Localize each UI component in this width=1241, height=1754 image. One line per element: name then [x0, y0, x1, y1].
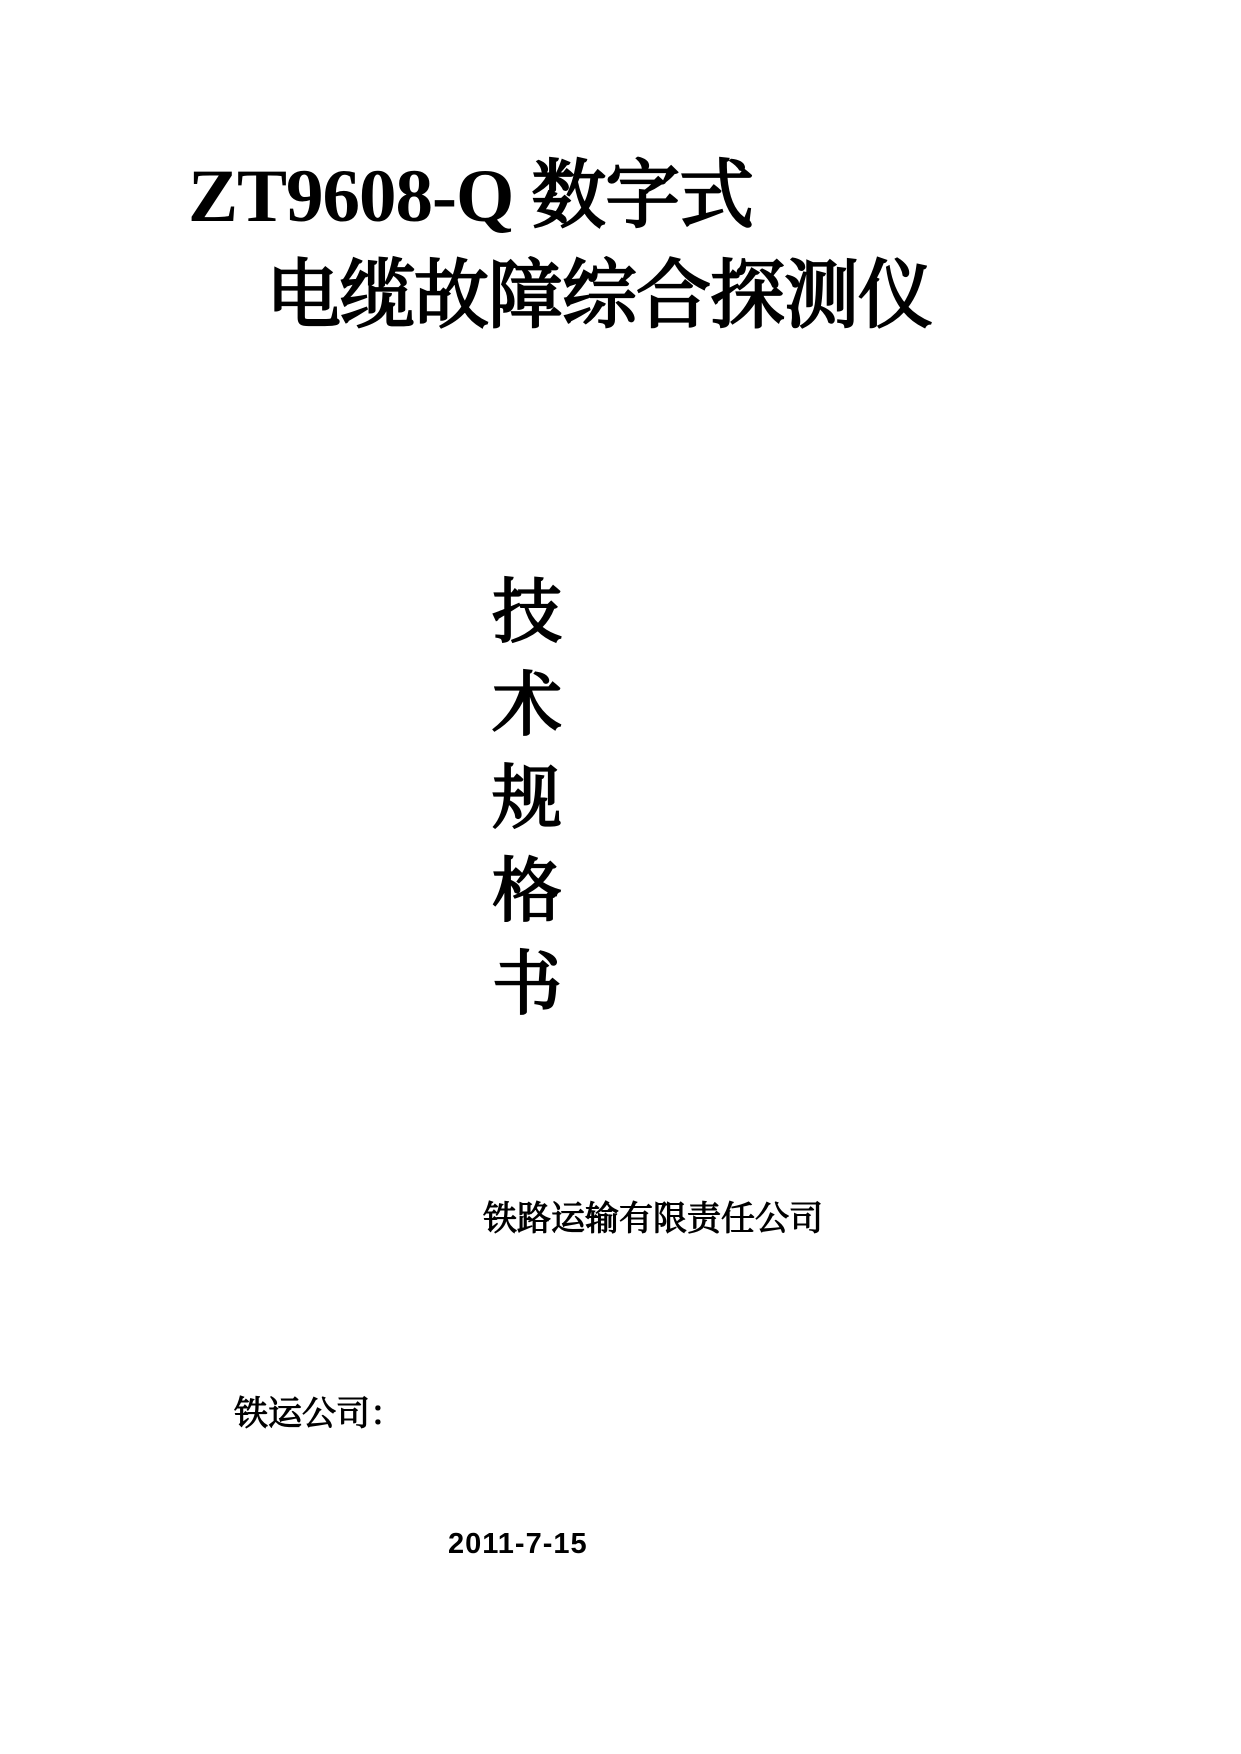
issuer-label: 铁运公司：	[234, 1395, 404, 1433]
document-date: 2011-7-15	[448, 1528, 588, 1560]
company-name: 铁路运输有限责任公司	[483, 1200, 823, 1238]
vertical-title-char-3: 规	[492, 759, 562, 837]
vertical-title-char-1: 技	[492, 573, 562, 651]
vertical-title-char-4: 格	[492, 852, 562, 930]
vertical-title	[489, 566, 565, 1031]
document-title-line-2: 电缆故障综合探测仪	[266, 255, 933, 338]
vertical-title-char-5: 书	[492, 945, 562, 1023]
vertical-title-char-2: 术	[492, 666, 562, 744]
document-title-line-1: ZT9608-Q 数字式	[188, 155, 754, 238]
